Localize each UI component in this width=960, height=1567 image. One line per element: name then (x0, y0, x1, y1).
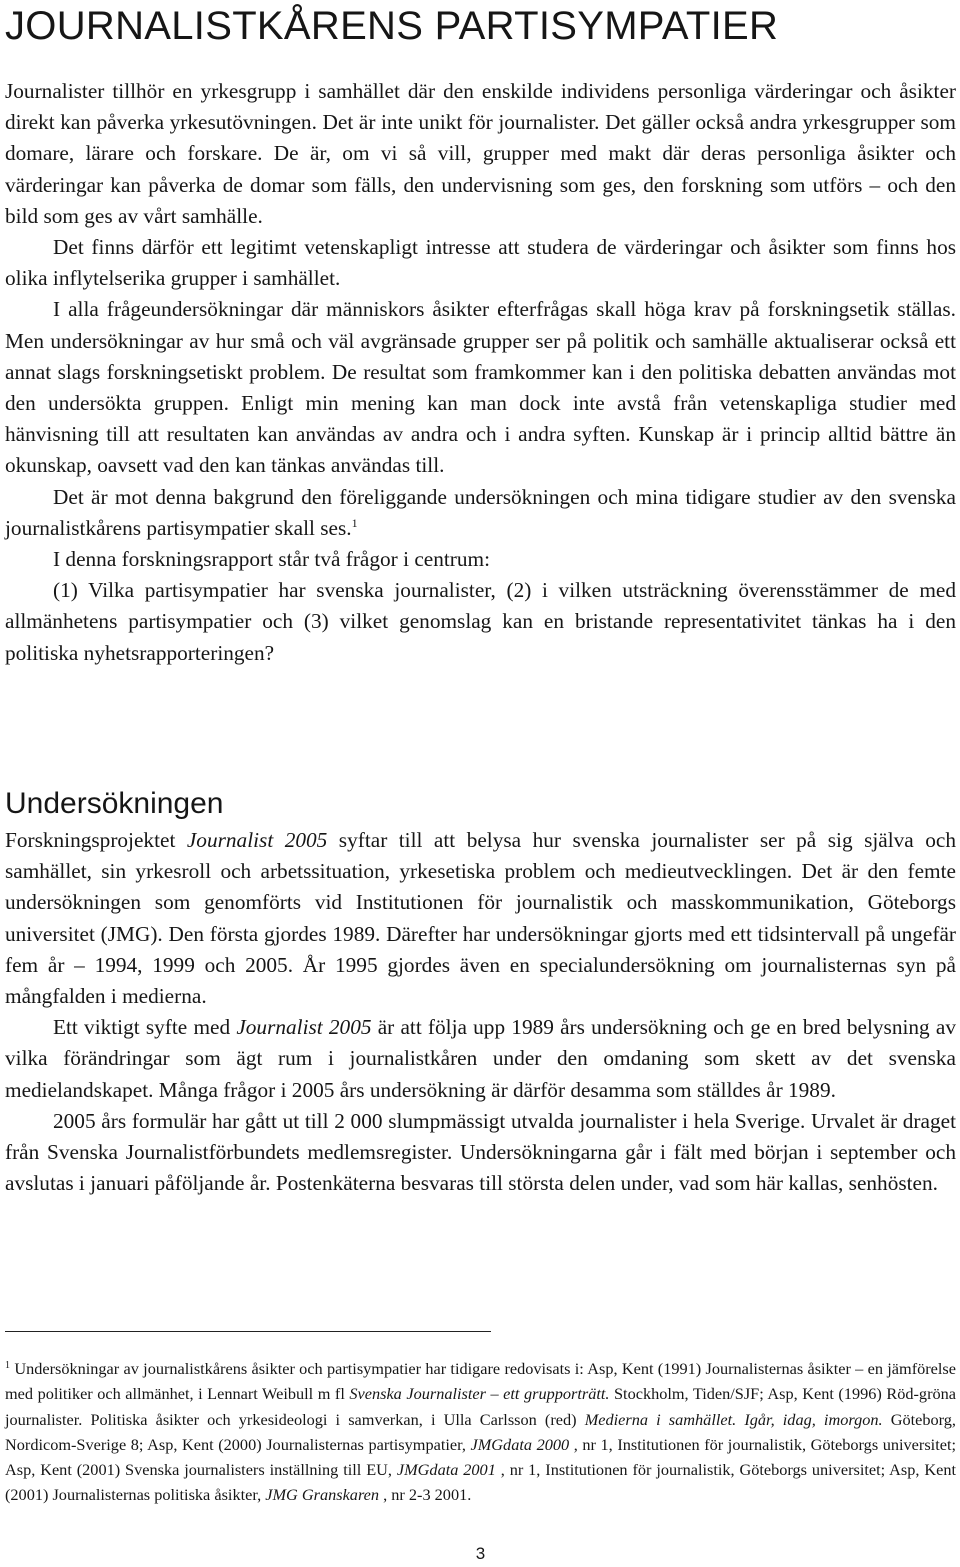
text-run: Ett viktigt syfte med (53, 1015, 237, 1040)
text-run: Undersökningar av journalistkårens åsikter och partisympatier har tidigare redovisats i: Asp, Kent (1991) Journalisternas åsikter – en jämförelse med politiker och allmänhet, i Lennart Weibull m fl (5, 1359, 956, 1404)
document-page (5, 0, 956, 1567)
text-run: Göteborg, Nordicom-Sverige 8; Asp, Kent (2000) Journalisternas partisympatier, (5, 1409, 957, 1454)
emphasis: Svenska Journalister – ett grupporträtt. (349, 1384, 610, 1404)
text-run: , nr 1, Institutionen för journalistik, Göteborgs universitet; Asp, Kent (2001) Svenska journalisters inställning till EU, (5, 1434, 956, 1480)
text-run: , nr 1, Institutionen för journalistik, Göteborgs universitet; Asp, Kent (2001) Journalisternas politiska åsikter, (5, 1460, 956, 1505)
section-heading: Undersökningen (5, 787, 224, 820)
text-run: syftar till att belysa hur svenska journalister ser på sig själva och samhället, sin yrkesroll och arbetssituation, yrkesetiska problem och medieutvecklingen. Det är den femte undersökningen som genomförts vid Institutionen för journalistik och masskommunikation, Göteborgs universitet (JMG). Den första gjordes 1989. Därefter har undersökningar gjorts med ett tidsintervall på ungefär fem år – 1994, 1999 och 2005. År 1995 gjordes även en specialundersökning om journalisternas syn på mångfalden i medierna. (5, 828, 956, 1009)
page-number: 3 (475, 1544, 486, 1563)
paragraph (5, 1012, 956, 1106)
paragraph: I alla frågeundersökningar där människors åsikter efterfrågas skall höga krav på forskningsetik ställas. Men undersökningar av hur små och väl avgränsade grupper ser på politik och samhälle aktualiserar också ett annat slags forskningsetiskt problem. De resultat som framkommer kan i den politiska debatten användas mot den undersökta gruppen. Enligt min mening kan man dock inte avstå från vetenskapliga studier med hänvisning till att resultaten kan användas av andra och i andra syften. Kunskap är i princip alltid bättre än okunskap, oavsett vad den kan tänkas användas till. (5, 297, 956, 478)
footnote-number: 1 (5, 1360, 10, 1371)
paragraph-text: Det är mot denna bakgrund den föreliggande undersökningen och mina tidigare studier av den svenska journalistkårens partisympatier skall ses. (5, 484, 956, 540)
paragraph (5, 482, 956, 544)
page-title: JOURNALISTKÅRENS PARTISYMPATIER (5, 4, 779, 48)
section-text (5, 825, 956, 1199)
paragraph: Det finns därför ett legitimt vetenskapligt intresse att studera de värderingar och åsikter som finns hos olika inflytelserika grupper i samhället. (5, 235, 956, 291)
emphasis: Medierna i samhället. Igår, idag, imorgon. (584, 1409, 883, 1429)
emphasis: Journalist 2005 (236, 1015, 372, 1040)
footnote (5, 1356, 956, 1508)
paragraph: Journalister tillhör en yrkesgrupp i samhället där den enskilde individens personliga värderingar och åsikter direkt kan påverka yrkesutövningen. Det är inte unikt för journalister. Det gäller också andra yrkesgrupper som domare, lärare och forskare. De är, om vi så vill, grupper med makt där deras personliga åsikter och värderingar kan påverka de domar som fälls, den undervisning som ges, den forskning som utförs – och den bild som ges av vårt samhälle. (5, 79, 956, 228)
emphasis: Journalist 2005 (186, 828, 328, 852)
emphasis: JMG Granskaren (265, 1485, 380, 1505)
paragraph: 2005 års formulär har gått ut till 2 000 slumpmässigt utvalda journalister i hela Sverige. Urvalet är draget från Svenska Journalistförbundets medlemsregister. Undersökningarna går i fält med början i september och avslutas i januari påföljande år. Postenkäterna besvaras till största delen under, vad som här kallas, senhösten. (5, 1108, 956, 1196)
paragraph: (1) Vilka partisympatier har svenska journalister, (2) i vilken utsträckning överensstämmer de med allmänhetens partisympatier och (3) vilket genomslag kan en bristande representativitet tänkas ha i den politiska nyhetsrapporteringen? (5, 578, 956, 665)
text-run: Stockholm, Tiden/SJF; Asp, Kent (1996) Röd-gröna journalister. Politiska åsikter och yrkesideologi i samverkan, i Ulla Carlsson (red) (5, 1384, 956, 1429)
text-run: Forskningsprojektet (5, 828, 187, 852)
text-run: är att följa upp 1989 års undersökning och ge en bred belysning av vilka förändringar som ägt rum i journalistkåren under den omdaning som skett av det svenska medielandskapet. Många frågor i 2005 års undersökning är därför desamma som ställdes år 1989. (5, 1015, 956, 1102)
footnote-divider (5, 1331, 491, 1332)
text-run: , nr 2-3 2001. (379, 1485, 472, 1505)
intro-text (5, 76, 956, 669)
paragraph (5, 825, 956, 1012)
emphasis: JMGdata 2001 (396, 1460, 496, 1480)
paragraph: I denna forskningsrapport står två frågor i centrum: (53, 547, 491, 572)
footnote-reference[interactable]: 1 (351, 515, 358, 530)
emphasis: JMGdata 2000 (470, 1434, 570, 1454)
